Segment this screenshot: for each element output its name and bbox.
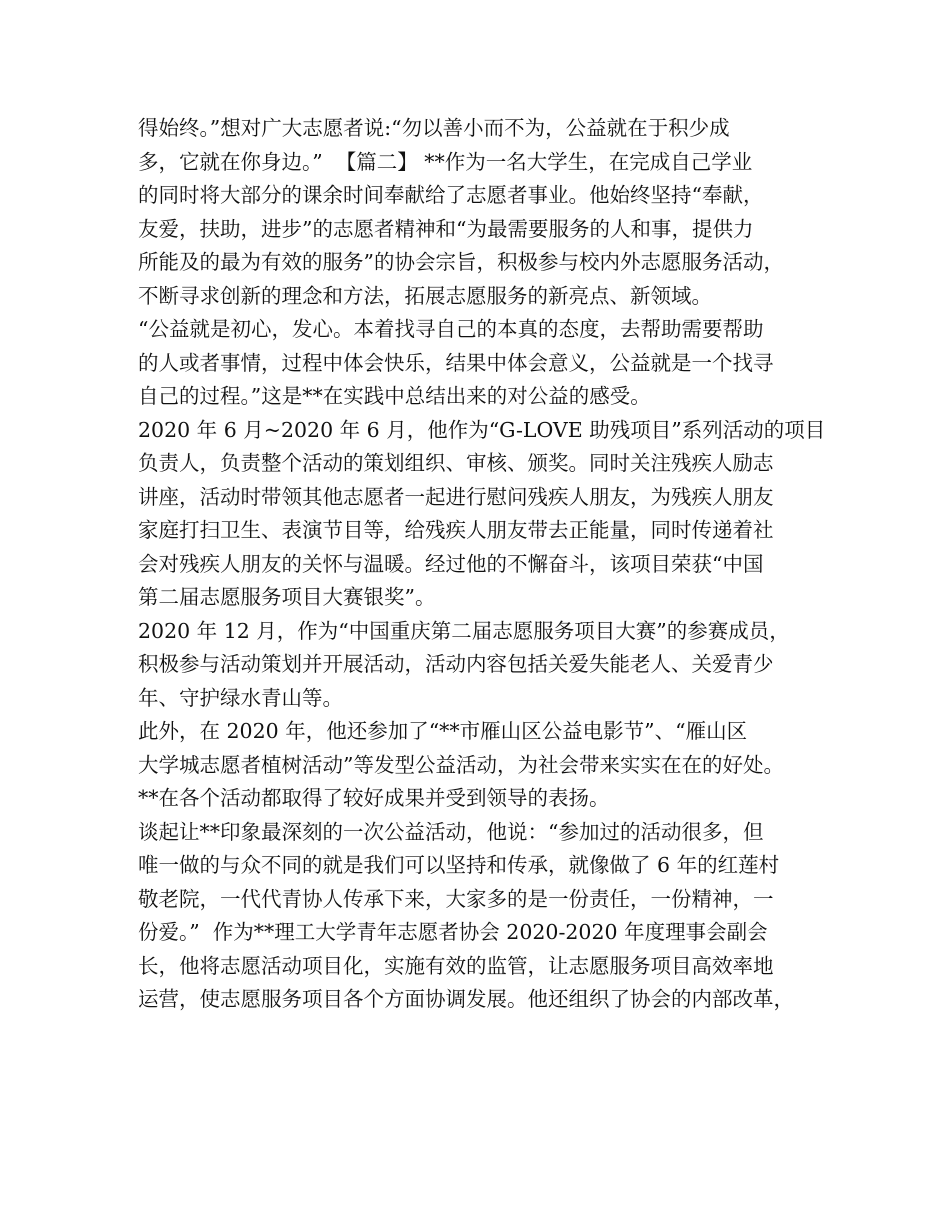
text-line: 年、守护绿水青山等。 xyxy=(138,685,343,710)
text-line: 多，它就在你身边。” 【篇二】 **作为一名大学生，在完成自己学业 xyxy=(138,149,753,174)
text-line: 敬老院，一代代青协人传承下来，大家多的是一份责任，一份精神，一 xyxy=(138,886,774,911)
text-line: 家庭打扫卫生、表演节目等，给残疾人朋友带去正能量，同时传递着社 xyxy=(138,518,774,542)
text-line: 会对残疾人朋友的关怀与温暖。经过他的不懈奋斗，该项目荣获“中国 xyxy=(138,551,764,576)
text-line: “公益就是初心，发心。本着找寻自己的本真的态度，去帮助需要帮助 xyxy=(138,317,764,341)
text-line: 的同时将大部分的课余时间奉献给了志愿者事业。他始终坚持“奉献， xyxy=(138,183,764,207)
text-line: 2020 年 6 月~2020 年 6 月，他作为“G-LOVE 助残项目”系列活动的项目 xyxy=(138,417,826,442)
text-line: 运营，使志愿服务项目各个方面协调发展。他还组织了协会的内部改革， xyxy=(138,987,794,1011)
text-line: 此外，在 2020 年，他还参加了“**市雁山区公益电影节”、“雁山区 xyxy=(138,719,748,743)
text-line: 唯一做的与众不同的就是我们可以坚持和传承，就像做了 6 年的红莲村 xyxy=(138,853,780,877)
text-line: 长，他将志愿活动项目化，实施有效的监管，让志愿服务项目高效率地 xyxy=(138,953,774,978)
text-line: 第二届志愿服务项目大赛银奖”。 xyxy=(138,585,436,609)
text-line: 大学城志愿者植树活动”等发型公益活动，为社会带来实实在在的好处。 xyxy=(138,752,784,777)
text-line: 得始终。”想对广大志愿者说:“勿以善小而不为，公益就在于积少成 xyxy=(138,116,730,140)
text-line: 的人或者事情，过程中体会快乐，结果中体会意义，公益就是一个找寻 xyxy=(138,350,774,375)
text-line: 友爱，扶助，进步”的志愿者精神和“为最需要服务的人和事，提供力 xyxy=(138,216,754,241)
text-line: 自己的过程。”这是**在实践中总结出来的对公益的感受。 xyxy=(138,384,651,408)
text-line: 所能及的最为有效的服务”的协会宗旨，积极参与校内外志愿服务活动， xyxy=(138,250,784,274)
document-body xyxy=(138,112,826,1017)
text-line: 负责人，负责整个活动的策划组织、审核、颁奖。同时关注残疾人励志 xyxy=(138,451,774,475)
text-line: 份爱。” 作为**理工大学青年志愿者协会 2020-2020 年度理事会副会 xyxy=(138,920,768,944)
text-line: 谈起让**印象最深刻的一次公益活动，他说：“参加过的活动很多，但 xyxy=(138,819,764,844)
text-line: 2020 年 12 月，作为“中国重庆第二届志愿服务项目大赛”的参赛成员， xyxy=(138,618,790,643)
text-line: 不断寻求创新的理念和方法，拓展志愿服务的新亮点、新领域。 xyxy=(138,283,712,308)
text-line: 讲座，活动时带领其他志愿者一起进行慰问残疾人朋友，为残疾人朋友 xyxy=(138,484,774,509)
text-line: **在各个活动都取得了较好成果并受到领导的表扬。 xyxy=(138,786,610,810)
text-line: 积极参与活动策划并开展活动，活动内容包括关爱失能老人、关爱青少 xyxy=(138,652,774,676)
